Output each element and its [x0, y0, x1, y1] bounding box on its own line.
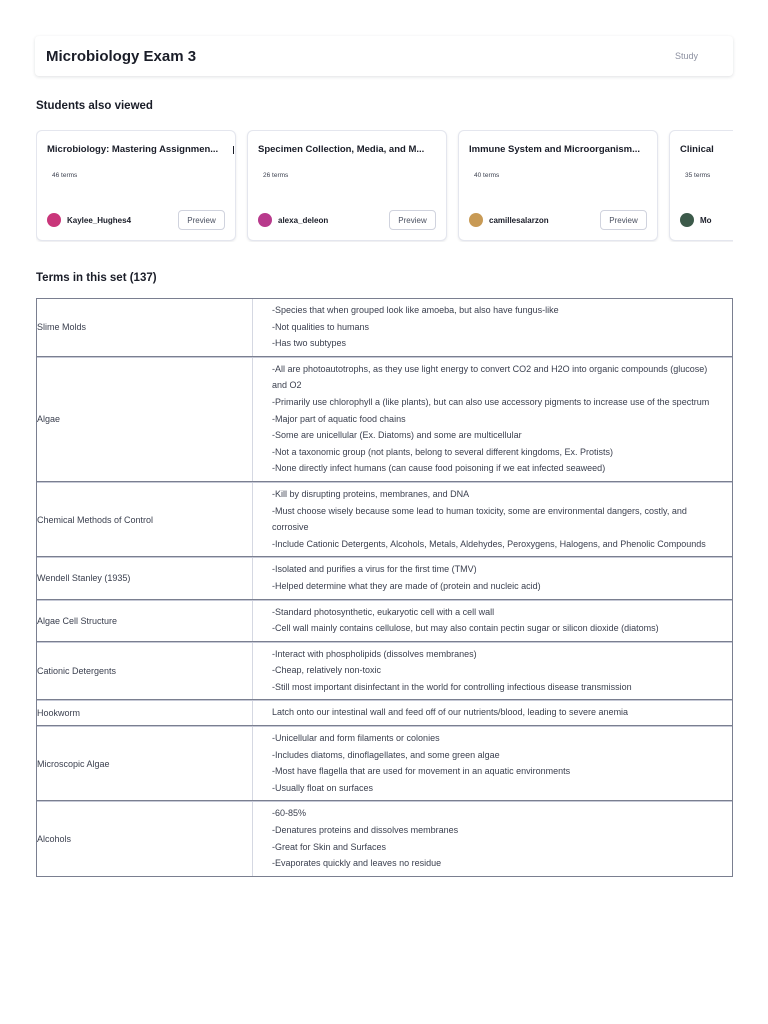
definition-cell — [253, 299, 732, 356]
table-row — [37, 700, 732, 726]
definition-cell — [253, 802, 732, 875]
definition-line: -Not a taxonomic group (not plants, belong to several different kingdoms, Ex. Protists) — [272, 446, 614, 457]
table-row — [37, 482, 732, 557]
set-card-term-count: 40 terms — [474, 172, 500, 179]
definition-line: -Interact with phospholipids (dissolves membranes) — [272, 648, 477, 659]
definition-line: -Evaporates quickly and leaves no residue — [272, 858, 442, 869]
card-title-overflow — [233, 146, 234, 154]
set-card[interactable] — [458, 130, 658, 241]
term-cell: Algae Cell Structure — [37, 601, 253, 641]
avatar — [680, 213, 694, 227]
definition-line: -Major part of aquatic food chains — [272, 413, 406, 424]
term-cell: Slime Molds — [37, 299, 253, 356]
term-cell: Wendell Stanley (1935) — [37, 558, 253, 598]
definition-cell — [253, 483, 732, 556]
definition-line: -Still most important disinfectant in the world for controlling infectious disease transmission — [272, 681, 632, 692]
term-cell: Microscopic Algae — [37, 727, 253, 800]
set-card[interactable] — [669, 130, 733, 241]
definition-line: -Includes diatoms, dinoflagellates, and some green algae — [272, 749, 500, 760]
definition-line: -None directly infect humans (can cause food poisoning if we eat infected seaweed) — [272, 463, 606, 474]
set-card-username[interactable]: alexa_deleon — [278, 216, 329, 225]
students-also-viewed-heading: Students also viewed — [36, 100, 153, 112]
table-row — [37, 726, 732, 801]
definition-line: Latch onto our intestinal wall and feed off of our nutrients/blood, leading to severe anemia — [272, 707, 629, 718]
set-card-username[interactable]: Kaylee_Hughes4 — [67, 216, 132, 225]
definition-line: -Unicellular and form filaments or colonies — [272, 733, 440, 744]
definition-line: -Kill by disrupting proteins, membranes, and DNA — [272, 488, 470, 499]
definition-line: -Primarily use chlorophyll a (like plants), but can also use accessory pigments to increase use of the spectrum — [272, 396, 710, 407]
definition-cell — [253, 701, 732, 725]
definition-line: -All are photoautotrophs, as they use light energy to convert CO2 and H2O into organic compounds (glucose) and O2 — [272, 363, 708, 391]
term-cell: Chemical Methods of Control — [37, 483, 253, 556]
definition-cell — [253, 643, 732, 700]
set-header — [35, 36, 733, 76]
preview-button[interactable]: Preview — [600, 210, 647, 230]
definition-line: -Standard photosynthetic, eukaryotic cell with a cell wall — [272, 606, 495, 617]
study-link[interactable]: Study — [674, 51, 698, 61]
students-also-viewed-carousel — [36, 130, 733, 242]
set-card-username[interactable]: Mo — [700, 216, 712, 225]
term-cell: Cationic Detergents — [37, 643, 253, 700]
table-row — [37, 299, 732, 357]
definition-line: -60-85% — [272, 808, 307, 819]
set-card-term-count: 46 terms — [52, 172, 78, 179]
set-card-term-count: 35 terms — [685, 172, 711, 179]
definition-line: -Not qualities to humans — [272, 321, 370, 332]
definition-line: -Helped determine what they are made of (protein and nucleic acid) — [272, 580, 541, 591]
definition-line: -Usually float on surfaces — [272, 782, 374, 793]
table-row — [37, 642, 732, 701]
terms-table — [36, 298, 733, 877]
preview-button[interactable]: Preview — [178, 210, 225, 230]
term-cell: Algae — [37, 358, 253, 481]
set-card[interactable] — [247, 130, 447, 241]
set-card-title[interactable]: Microbiology: Mastering Assignmen... — [47, 144, 219, 155]
avatar — [469, 213, 483, 227]
table-row — [37, 357, 732, 482]
set-card-title[interactable]: Clinical — [680, 144, 714, 155]
avatar — [47, 213, 61, 227]
definition-line: -Denatures proteins and dissolves membranes — [272, 825, 459, 836]
set-card-title[interactable]: Specimen Collection, Media, and M... — [258, 144, 425, 155]
definition-line: -Has two subtypes — [272, 338, 347, 349]
definition-line: -Include Cationic Detergents, Alcohols, Metals, Aldehydes, Peroxygens, Halogens, and Phenolic Compounds — [272, 538, 706, 549]
set-card-username[interactable]: camillesalarzon — [489, 216, 549, 225]
table-row — [37, 600, 732, 642]
definition-cell — [253, 358, 732, 481]
set-card[interactable] — [36, 130, 236, 241]
definition-line: -Species that when grouped look like amoeba, but also have fungus-like — [272, 305, 559, 315]
definition-line: -Isolated and purifies a virus for the first time (TMV) — [272, 564, 477, 575]
definition-line: -Cell wall mainly contains cellulose, but may also contain pectin sugar or silicon dioxide (diatoms) — [272, 623, 659, 634]
set-card-title[interactable]: Immune System and Microorganism... — [469, 144, 641, 155]
preview-button[interactable]: Preview — [389, 210, 436, 230]
table-row — [37, 557, 732, 599]
definition-line: -Most have flagella that are used for movement in an aquatic environments — [272, 766, 571, 777]
table-row — [37, 801, 732, 875]
set-title: Microbiology Exam 3 — [46, 47, 197, 65]
definition-line: -Cheap, relatively non-toxic — [272, 665, 382, 676]
definition-line: -Some are unicellular (Ex. Diatoms) and some are multicellular — [272, 430, 522, 441]
definition-line: -Great for Skin and Surfaces — [272, 841, 387, 852]
term-cell: Hookworm — [37, 701, 253, 725]
terms-heading: Terms in this set (137) — [36, 272, 157, 284]
definition-cell — [253, 601, 732, 641]
definition-cell — [253, 727, 732, 800]
definition-cell — [253, 558, 732, 598]
avatar — [258, 213, 272, 227]
term-cell: Alcohols — [37, 802, 253, 875]
definition-line: -Must choose wisely because some lead to human toxicity, some are environmental dangers, costly, and corrosive — [272, 505, 687, 533]
set-card-term-count: 26 terms — [263, 172, 289, 179]
